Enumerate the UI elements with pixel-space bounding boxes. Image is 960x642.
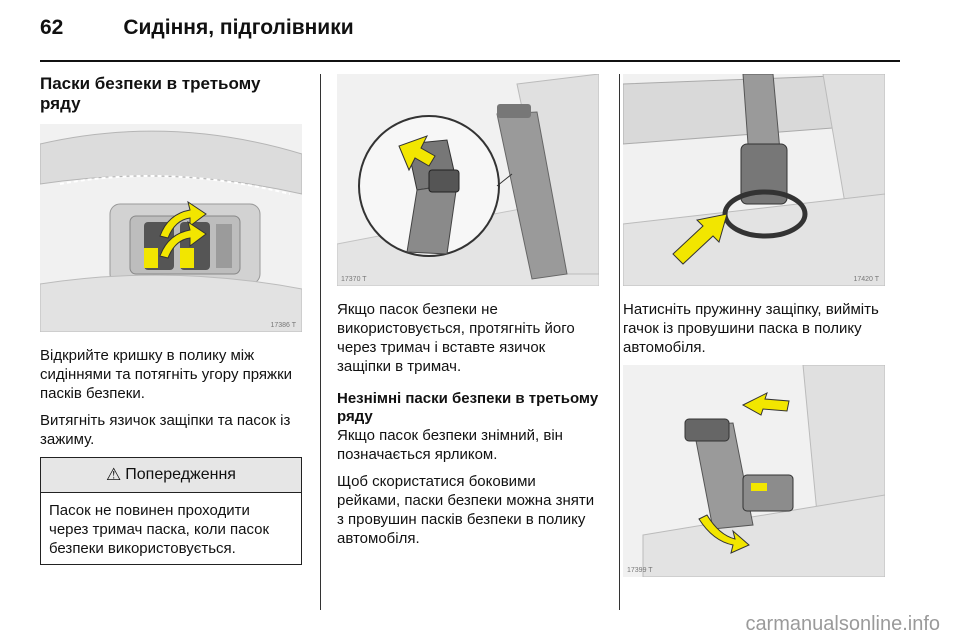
figure-code: 17386 T: [270, 322, 296, 329]
column-divider: [320, 74, 321, 610]
warning-box: [40, 457, 302, 565]
header-rule: [40, 60, 900, 62]
instruction-text: Натисніть пружинну защіпку, вийміть гачок із провушини паска в полику автомобіля.: [623, 301, 879, 356]
column-3: [623, 74, 885, 577]
figure-code: 17370 T: [341, 276, 367, 283]
figure-code: 17399 T: [627, 567, 653, 574]
hook-release-illustration: [623, 74, 885, 286]
chapter-title: Сидіння, підголівники: [123, 16, 354, 39]
figure-hook-release: [623, 74, 885, 286]
rail-usage-illustration: [623, 365, 885, 577]
instruction-text: Якщо пасок безпеки знімний, він позначається ярликом.: [337, 427, 563, 463]
column-divider: [619, 74, 620, 610]
column-2: [337, 74, 599, 556]
instruction-text: Відкрийте кришку в полику між сидіннями та потягніть угору пряжки пасків безпеки.: [40, 347, 293, 402]
page-number: 62: [40, 16, 64, 39]
instruction-text: Якщо пасок безпеки не використовується, протягніть його через тримач і вставте язичок защіпки в тримач.: [337, 301, 575, 375]
watermark: carmanualsonline.info: [745, 613, 940, 635]
figure-buckles: [40, 124, 302, 332]
section-subheading: Незнімні паски безпеки в третьому ряду: [337, 390, 599, 425]
belt-holder-illustration: [337, 74, 599, 286]
section-heading: Паски безпеки в третьому ряду: [40, 74, 261, 113]
warning-text: Пасок не повинен проходити через тримач паска, коли пасок безпеки використовується.: [49, 502, 270, 557]
page-header: [40, 16, 354, 40]
column-1: [40, 74, 302, 565]
figure-code: 17420 T: [853, 276, 879, 283]
instruction-text: Щоб скористатися боковими рейками, паски безпеки можна зняти з провушин пасків безпеки в полику автомобіля.: [337, 473, 595, 547]
warning-header: [41, 458, 301, 493]
instruction-text: Витягніть язичок защіпки та пасок із зажиму.: [40, 412, 291, 448]
buckle-illustration: [40, 124, 302, 332]
warning-title: Попередження: [125, 466, 236, 483]
figure-belt-holder: [337, 74, 599, 286]
figure-rail-usage: [623, 365, 885, 577]
warning-triangle-icon: ⚠: [106, 465, 122, 484]
